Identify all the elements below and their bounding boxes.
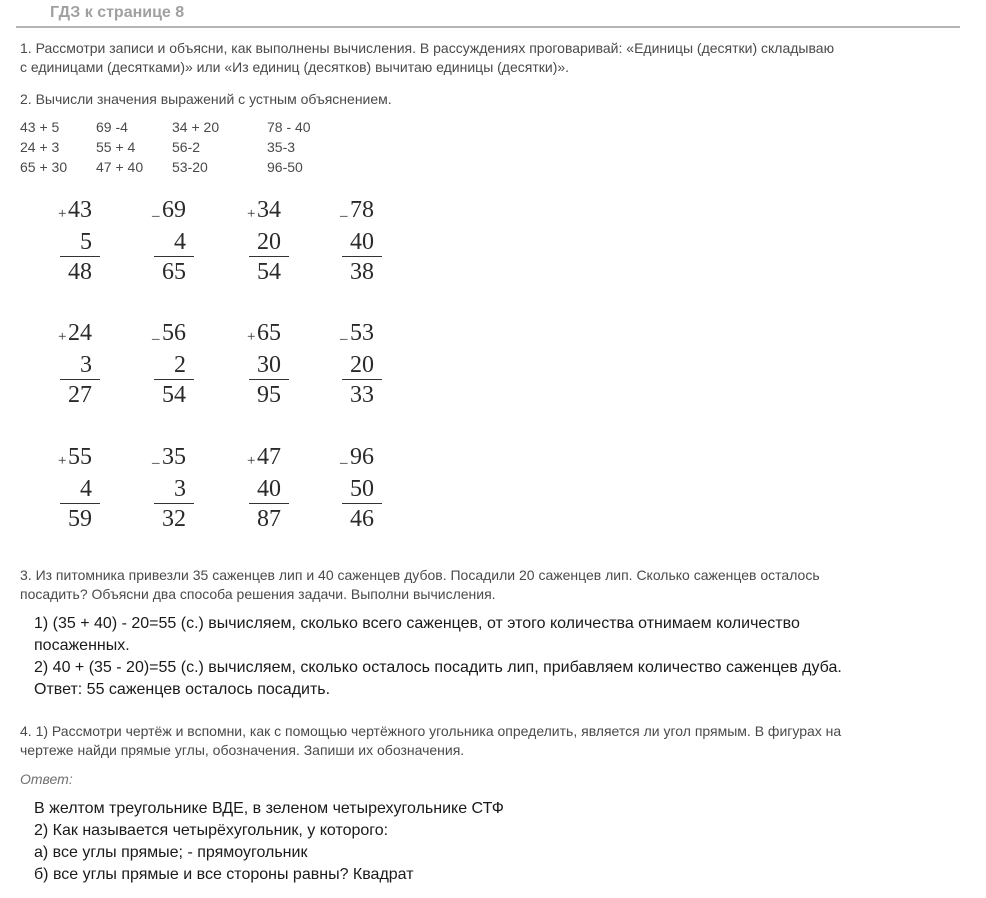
second-operand: 50 <box>350 476 374 502</box>
result: 87 <box>257 506 281 532</box>
answer-line: посаженных. <box>34 637 130 654</box>
sum-line <box>60 256 100 257</box>
second-operand: 40 <box>257 476 281 502</box>
sum-line <box>342 379 382 380</box>
result: 33 <box>350 382 374 408</box>
column-calculation <box>58 320 118 415</box>
expression: 24 + 3 <box>20 139 60 155</box>
task-4 <box>20 722 965 760</box>
sum-line <box>154 256 194 257</box>
second-operand: 3 <box>80 352 92 378</box>
operator-sign: – <box>340 455 348 471</box>
task-1-line-1: 1. Рассмотри записи и объясни, как выполнены вычисления. В рассуждениях проговаривай: «Единицы (десятки) складываю <box>20 40 835 56</box>
sum-line <box>154 379 194 380</box>
first-operand: 55 <box>68 444 92 470</box>
sum-line <box>249 256 289 257</box>
sum-line <box>249 503 289 504</box>
sum-line <box>342 503 382 504</box>
second-operand: 4 <box>80 476 92 502</box>
answer-line: б) все углы прямые и все стороны равны? Квадрат <box>34 866 414 883</box>
task-3 <box>20 566 965 604</box>
first-operand: 53 <box>350 320 374 346</box>
second-operand: 20 <box>350 352 374 378</box>
page-title: ГДЗ к странице 8 <box>50 4 185 21</box>
column-calculation <box>340 320 400 415</box>
sum-line <box>60 503 100 504</box>
task-2-heading: 2. Вычисли значения выражений с устным объяснением. <box>20 91 392 107</box>
operator-sign: + <box>247 453 256 469</box>
column-calculation <box>58 444 118 539</box>
sum-line <box>249 379 289 380</box>
expression: 56-2 <box>172 139 201 155</box>
task-4-answer <box>34 798 964 886</box>
expression-column <box>267 117 311 177</box>
operator-sign: + <box>247 206 256 222</box>
operator-sign: – <box>152 208 160 224</box>
result: 95 <box>257 382 281 408</box>
second-operand: 5 <box>80 229 92 255</box>
column-calculation <box>152 320 212 415</box>
column-calculation <box>247 444 307 539</box>
expression: 78 - 40 <box>267 119 311 135</box>
answer-line: 1) (35 + 40) - 20=55 (с.) вычисляем, сколько всего саженцев, от этого количества отнимаем количество <box>34 615 800 632</box>
operator-sign: + <box>58 329 67 345</box>
result: 46 <box>350 506 374 532</box>
first-operand: 34 <box>257 197 281 223</box>
first-operand: 69 <box>162 197 186 223</box>
expression: 69 -4 <box>96 119 128 135</box>
expression: 53-20 <box>172 159 208 175</box>
first-operand: 24 <box>68 320 92 346</box>
answer-label: Ответ: <box>20 771 73 787</box>
result: 59 <box>68 506 92 532</box>
first-operand: 47 <box>257 444 281 470</box>
expression-column <box>96 117 143 177</box>
page-header <box>16 0 960 28</box>
expression: 55 + 4 <box>96 139 136 155</box>
column-calculation <box>340 444 400 539</box>
column-calculation <box>152 197 212 292</box>
first-operand: 65 <box>257 320 281 346</box>
first-operand: 56 <box>162 320 186 346</box>
expression-column <box>172 117 219 177</box>
operator-sign: – <box>340 208 348 224</box>
result: 38 <box>350 259 374 285</box>
operator-sign: + <box>58 453 67 469</box>
second-operand: 2 <box>174 352 186 378</box>
result: 54 <box>257 259 281 285</box>
expression: 35-3 <box>267 139 296 155</box>
first-operand: 78 <box>350 197 374 223</box>
sum-line <box>154 503 194 504</box>
first-operand: 43 <box>68 197 92 223</box>
column-calculation <box>58 197 118 292</box>
task-3-line-2: посадить? Объясни два способа решения задачи. Выполни вычисления. <box>20 586 496 602</box>
answer-line: В желтом треугольнике ВДЕ, в зеленом четырехугольнике СТФ <box>34 800 504 817</box>
expression: 96-50 <box>267 159 303 175</box>
result: 54 <box>162 382 186 408</box>
result: 65 <box>162 259 186 285</box>
task-3-line-1: 3. Из питомника привезли 35 саженцев лип и 40 саженцев дубов. Посадили 20 саженцев лип. Сколько саженцев осталось <box>20 567 820 583</box>
operator-sign: – <box>152 455 160 471</box>
sum-line <box>60 379 100 380</box>
expression: 34 + 20 <box>172 119 220 135</box>
answer-line: а) все углы прямые; - прямоугольник <box>34 844 308 861</box>
result: 48 <box>68 259 92 285</box>
first-operand: 96 <box>350 444 374 470</box>
second-operand: 20 <box>257 229 281 255</box>
second-operand: 30 <box>257 352 281 378</box>
operator-sign: + <box>58 206 67 222</box>
answer-line: Ответ: 55 саженцев осталось посадить. <box>34 681 331 698</box>
expression: 65 + 30 <box>20 159 68 175</box>
result: 32 <box>162 506 186 532</box>
task-1-line-2: с единицами (десятками)» или «Из единиц (десятков) вычитаю единицы (десятки)». <box>20 59 570 75</box>
operator-sign: + <box>247 329 256 345</box>
expression: 43 + 5 <box>20 119 60 135</box>
second-operand: 3 <box>174 476 186 502</box>
answer-line: 2) Как называется четырёхугольник, у которого: <box>34 822 389 839</box>
second-operand: 4 <box>174 229 186 255</box>
column-calculation <box>247 320 307 415</box>
task-4-line-2: чертеже найди прямые углы, обозначения. Запиши их обозначения. <box>20 742 465 758</box>
result: 27 <box>68 382 92 408</box>
task-4-line-1: 4. 1) Рассмотри чертёж и вспомни, как с помощью чертёжного угольника определить, является ли угол прямым. В фигурах на <box>20 723 842 739</box>
column-calculation <box>247 197 307 292</box>
sum-line <box>342 256 382 257</box>
task-3-answer <box>34 613 964 701</box>
answer-line: 2) 40 + (35 - 20)=55 (с.) вычисляем, сколько осталось посадить лип, прибавляем количество саженцев дуба. <box>34 659 842 676</box>
column-calculation <box>152 444 212 539</box>
column-calculation <box>340 197 400 292</box>
task-1 <box>20 39 965 77</box>
operator-sign: – <box>152 331 160 347</box>
expression: 47 + 40 <box>96 159 144 175</box>
operator-sign: – <box>340 331 348 347</box>
second-operand: 40 <box>350 229 374 255</box>
expression-column <box>20 117 67 177</box>
first-operand: 35 <box>162 444 186 470</box>
